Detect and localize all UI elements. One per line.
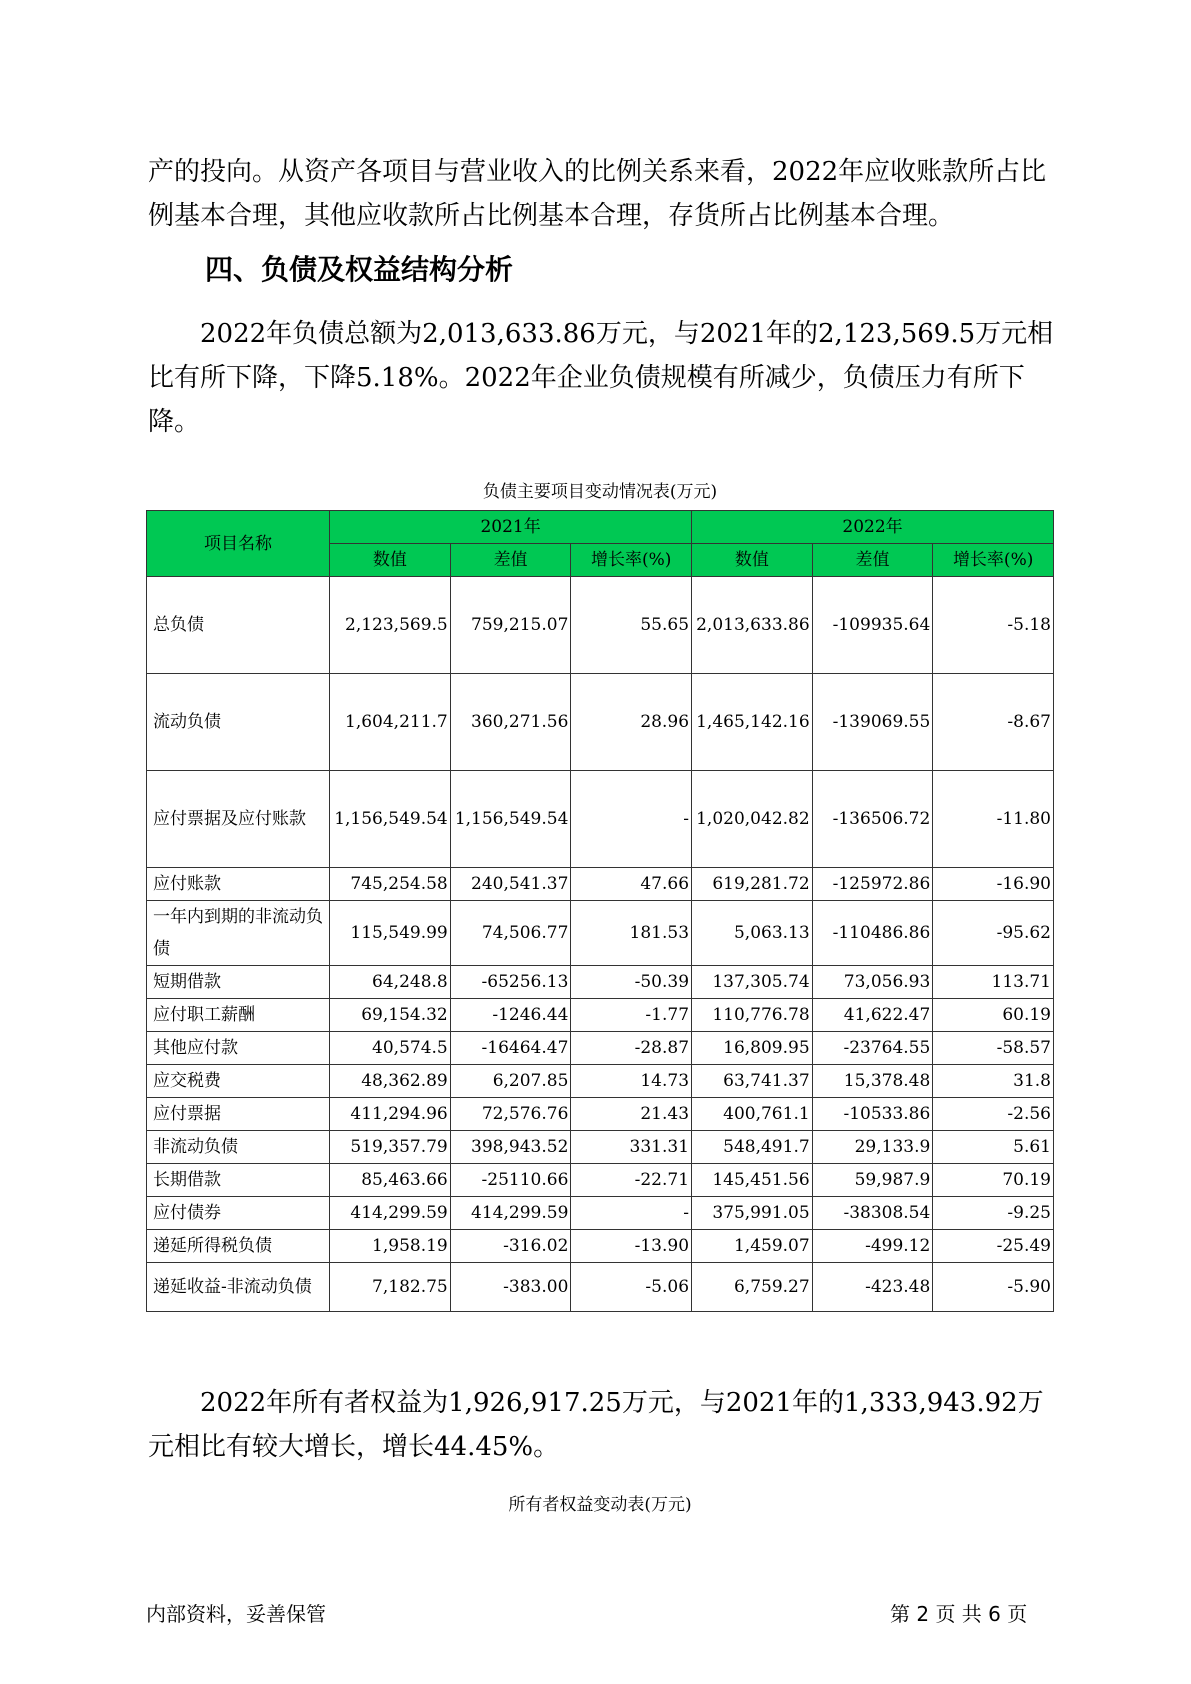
- year-2022-header: 2022年: [692, 511, 1054, 544]
- table-cell: -110486.86: [812, 901, 933, 966]
- table-cell: 40,574.5: [330, 1032, 451, 1065]
- table-cell: -9.25: [933, 1197, 1054, 1230]
- table-cell: -22.71: [571, 1164, 692, 1197]
- sub-header: 增长率(%): [933, 544, 1054, 577]
- table-cell: 414,299.59: [330, 1197, 451, 1230]
- table-cell: 519,357.79: [330, 1131, 451, 1164]
- table-cell: 55.65: [571, 577, 692, 674]
- table-cell: 411,294.96: [330, 1098, 451, 1131]
- table-cell: 15,378.48: [812, 1065, 933, 1098]
- table-cell: 145,451.56: [692, 1164, 813, 1197]
- table-cell: 85,463.66: [330, 1164, 451, 1197]
- table-cell: 70.19: [933, 1164, 1054, 1197]
- table-row: [147, 577, 1054, 674]
- table-cell: -125972.86: [812, 868, 933, 901]
- table-cell: 28.96: [571, 674, 692, 771]
- table-cell: -23764.55: [812, 1032, 933, 1065]
- table-cell: -423.48: [812, 1263, 933, 1312]
- table-cell: -139069.55: [812, 674, 933, 771]
- paragraph-equity: 2022年所有者权益为1,926,917.25万元，与2021年的1,333,943.92万元相比有较大增长，增长44.45%。: [148, 1388, 1044, 1462]
- table-row: [147, 1065, 1054, 1098]
- table-cell: 48,362.89: [330, 1065, 451, 1098]
- table-cell: 60.19: [933, 999, 1054, 1032]
- footer-confidential: 内部资料，妥善保管: [146, 1602, 326, 1626]
- table-cell: 59,987.9: [812, 1164, 933, 1197]
- row-label: 应付债券: [147, 1197, 330, 1230]
- section-heading: 四、负债及权益结构分析: [205, 253, 514, 286]
- table-cell: 113.71: [933, 966, 1054, 999]
- table-cell: -13.90: [571, 1230, 692, 1263]
- table-cell: 72,576.76: [450, 1098, 571, 1131]
- table-cell: -28.87: [571, 1032, 692, 1065]
- row-label: 应付职工薪酬: [147, 999, 330, 1032]
- table-cell: -95.62: [933, 901, 1054, 966]
- page-number: 第 2 页 共 6 页: [890, 1602, 1028, 1626]
- table-cell: 331.31: [571, 1131, 692, 1164]
- table-cell: -11.80: [933, 771, 1054, 868]
- row-label: 递延收益-非流动负债: [147, 1263, 330, 1312]
- row-label: 应付票据及应付账款: [147, 771, 330, 868]
- table-cell: 240,541.37: [450, 868, 571, 901]
- row-label: 一年内到期的非流动负债: [147, 901, 330, 966]
- table-cell: -5.90: [933, 1263, 1054, 1312]
- table-cell: 14.73: [571, 1065, 692, 1098]
- table-cell: 6,207.85: [450, 1065, 571, 1098]
- table-cell: 1,604,211.7: [330, 674, 451, 771]
- table-cell: 6,759.27: [692, 1263, 813, 1312]
- sub-header: 增长率(%): [571, 544, 692, 577]
- table-cell: 414,299.59: [450, 1197, 571, 1230]
- row-label: 应付票据: [147, 1098, 330, 1131]
- row-label: 非流动负债: [147, 1131, 330, 1164]
- table-cell: 29,133.9: [812, 1131, 933, 1164]
- table-cell: 2,013,633.86: [692, 577, 813, 674]
- row-label: 应付账款: [147, 868, 330, 901]
- table-body: [147, 577, 1054, 1312]
- table-cell: 5,063.13: [692, 901, 813, 966]
- row-label: 递延所得税负债: [147, 1230, 330, 1263]
- equity-table-caption: 所有者权益变动表(万元): [508, 1495, 692, 1515]
- table-cell: 759,215.07: [450, 577, 571, 674]
- row-label: 短期借款: [147, 966, 330, 999]
- sub-header: 差值: [450, 544, 571, 577]
- table-cell: 619,281.72: [692, 868, 813, 901]
- table-cell: 63,741.37: [692, 1065, 813, 1098]
- table-row: [147, 1098, 1054, 1131]
- table-cell: 745,254.58: [330, 868, 451, 901]
- table-cell: 1,020,042.82: [692, 771, 813, 868]
- table-row: [147, 999, 1054, 1032]
- paragraph-assets: 产的投向。从资产各项目与营业收入的比例关系来看，2022年应收账款所占比例基本合理，其他应收款所占比例基本合理，存货所占比例基本合理。: [148, 157, 1047, 231]
- table-cell: 181.53: [571, 901, 692, 966]
- table-row: [147, 901, 1054, 966]
- table-cell: -1.77: [571, 999, 692, 1032]
- table-row: [147, 1197, 1054, 1230]
- year-2021-header: 2021年: [330, 511, 692, 544]
- table-cell: 74,506.77: [450, 901, 571, 966]
- table-cell: 21.43: [571, 1098, 692, 1131]
- table-cell: 115,549.99: [330, 901, 451, 966]
- table-cell: -58.57: [933, 1032, 1054, 1065]
- table-cell: 400,761.1: [692, 1098, 813, 1131]
- sub-header: 数值: [692, 544, 813, 577]
- row-label: 其他应付款: [147, 1032, 330, 1065]
- table-row: [147, 771, 1054, 868]
- table-cell: -16.90: [933, 868, 1054, 901]
- table-cell: -5.18: [933, 577, 1054, 674]
- table-cell: -16464.47: [450, 1032, 571, 1065]
- table-cell: 1,156,549.54: [330, 771, 451, 868]
- table-row: [147, 674, 1054, 771]
- item-name-header: 项目名称: [147, 511, 330, 577]
- table-cell: 1,459.07: [692, 1230, 813, 1263]
- table-row: [147, 868, 1054, 901]
- table-cell: -499.12: [812, 1230, 933, 1263]
- table-caption: 负债主要项目变动情况表(万元): [482, 482, 718, 502]
- row-label: 应交税费: [147, 1065, 330, 1098]
- table-cell: -8.67: [933, 674, 1054, 771]
- table-cell: 41,622.47: [812, 999, 933, 1032]
- table-cell: 110,776.78: [692, 999, 813, 1032]
- table-cell: -10533.86: [812, 1098, 933, 1131]
- table-cell: -109935.64: [812, 577, 933, 674]
- table-row: [147, 1131, 1054, 1164]
- table-cell: -50.39: [571, 966, 692, 999]
- table-cell: -65256.13: [450, 966, 571, 999]
- table-cell: 73,056.93: [812, 966, 933, 999]
- table-cell: 47.66: [571, 868, 692, 901]
- table-cell: 16,809.95: [692, 1032, 813, 1065]
- table-row: [147, 966, 1054, 999]
- table-cell: 137,305.74: [692, 966, 813, 999]
- table-row: [147, 1230, 1054, 1263]
- row-label: 流动负债: [147, 674, 330, 771]
- table-cell: -316.02: [450, 1230, 571, 1263]
- table-cell: 1,465,142.16: [692, 674, 813, 771]
- table-cell: -: [571, 771, 692, 868]
- table-cell: -25110.66: [450, 1164, 571, 1197]
- row-label: 长期借款: [147, 1164, 330, 1197]
- liabilities-table: [146, 510, 1054, 1312]
- table-cell: 398,943.52: [450, 1131, 571, 1164]
- table-cell: 2,123,569.5: [330, 577, 451, 674]
- table-row: [147, 1164, 1054, 1197]
- table-cell: 548,491.7: [692, 1131, 813, 1164]
- table-cell: -383.00: [450, 1263, 571, 1312]
- table-cell: 1,156,549.54: [450, 771, 571, 868]
- table-cell: 360,271.56: [450, 674, 571, 771]
- row-label: 总负债: [147, 577, 330, 674]
- table-cell: 31.8: [933, 1065, 1054, 1098]
- table-cell: -136506.72: [812, 771, 933, 868]
- table-cell: 5.61: [933, 1131, 1054, 1164]
- sub-header: 差值: [812, 544, 933, 577]
- table-cell: 64,248.8: [330, 966, 451, 999]
- table-row: [147, 1032, 1054, 1065]
- table-cell: -25.49: [933, 1230, 1054, 1263]
- table-cell: -: [571, 1197, 692, 1230]
- table-row: [147, 1263, 1054, 1312]
- table-cell: -1246.44: [450, 999, 571, 1032]
- table-cell: 7,182.75: [330, 1263, 451, 1312]
- table-cell: 69,154.32: [330, 999, 451, 1032]
- table-cell: 375,991.05: [692, 1197, 813, 1230]
- table-cell: -2.56: [933, 1098, 1054, 1131]
- sub-header: 数值: [330, 544, 451, 577]
- table-cell: 1,958.19: [330, 1230, 451, 1263]
- table-cell: -38308.54: [812, 1197, 933, 1230]
- paragraph-liabilities: 2022年负债总额为2,013,633.86万元，与2021年的2,123,569.5万元相比有所下降，下降5.18%。2022年企业负债规模有所减少，负债压力有所下降。: [148, 319, 1054, 437]
- table-cell: -5.06: [571, 1263, 692, 1312]
